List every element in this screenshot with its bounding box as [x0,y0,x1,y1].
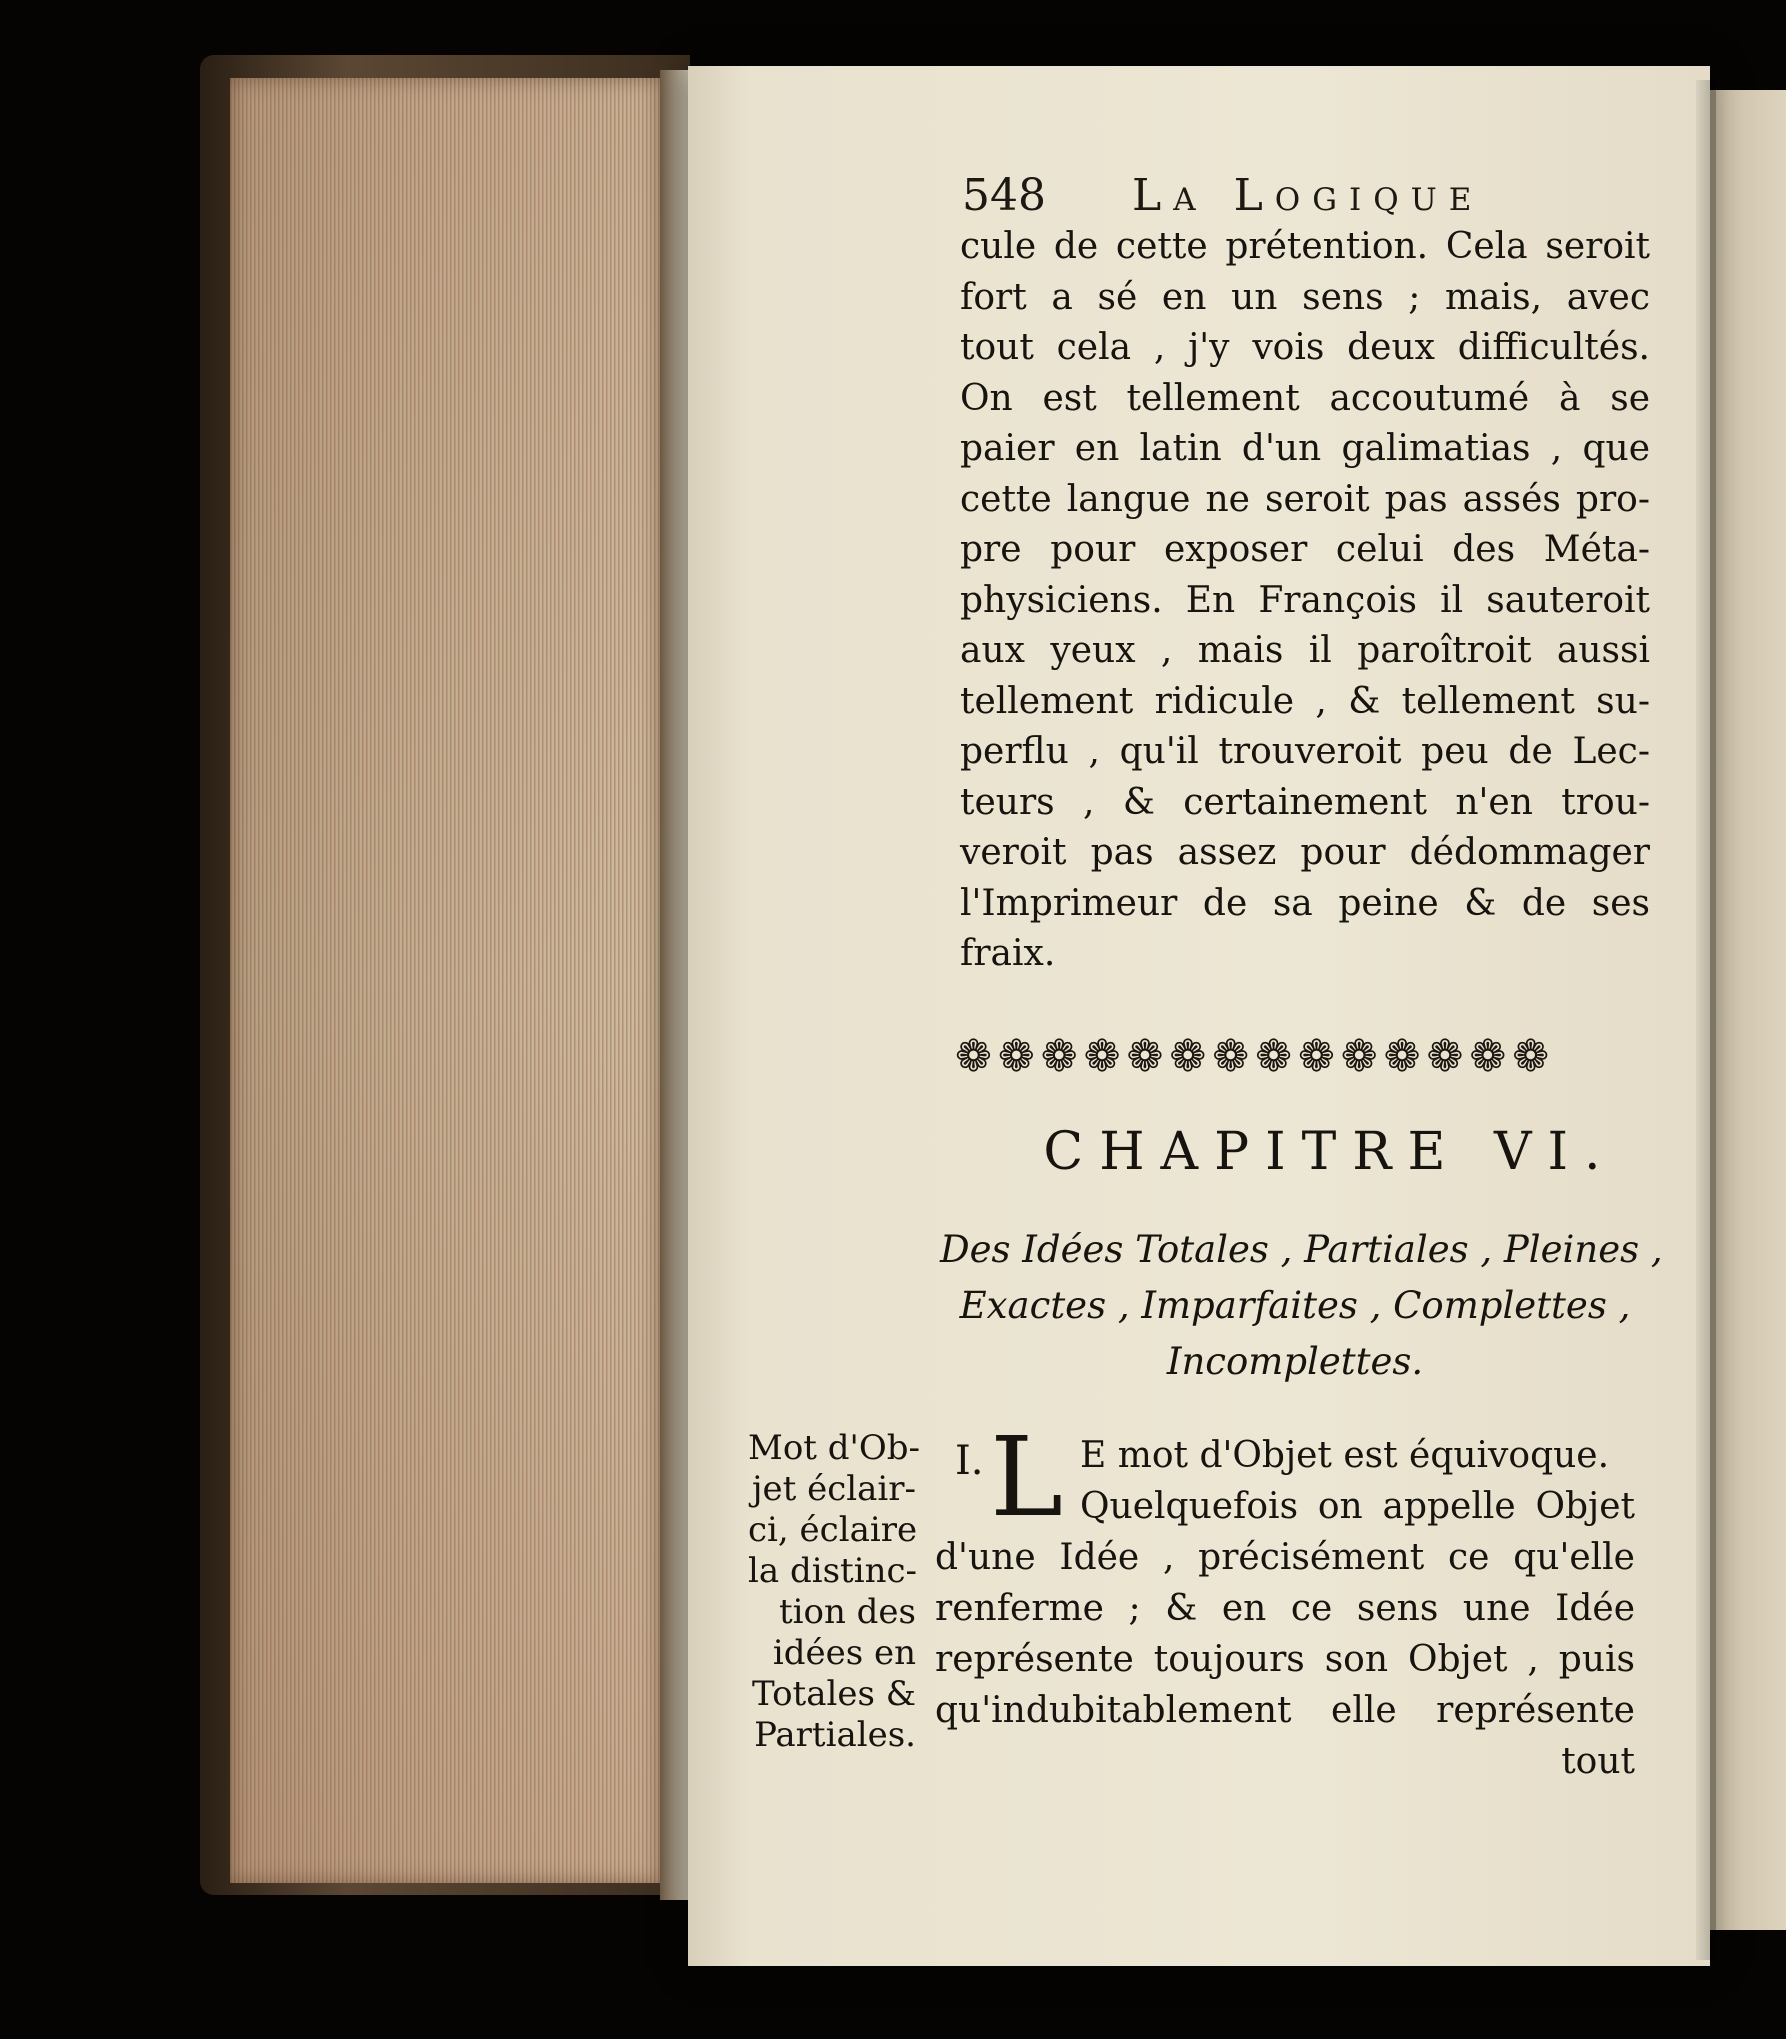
text-line: E mot d'Objet est équivoque. [1080,1435,1610,1476]
text-line: d'une Idée , précisément ce qu'elle [935,1537,1635,1578]
text-line: renferme ; & en ce sens une Idée [935,1588,1635,1629]
decorative-ornament-band [955,1028,1645,1084]
page-edge-shadow [1696,80,1716,1960]
text-line: Quelquefois on appelle Objet [1080,1486,1635,1527]
paragraph-text [935,1430,1635,1787]
text-line: aux yeux , mais il paroîtroit aussi [960,630,1650,671]
margin-line: idées en [772,1633,916,1673]
drop-cap: L [990,1413,1064,1541]
text-line: paier en latin d'un galimatias , que [960,428,1650,469]
text-line: fort a sé en un sens ; mais, avec [960,276,1650,318]
page-number: 548 [962,170,1046,221]
text-line: cette langue ne seroit pas assés pro- [960,478,1650,520]
subtitle-line: Exactes , Imparfaites , Complettes , [959,1284,1631,1327]
margin-line: ci, éclaire [748,1510,918,1550]
body-text [960,222,1650,980]
running-head [962,170,1652,230]
text-line: tellement ridicule , & tellement su- [960,680,1650,722]
text-line: teurs , & certainement n'en trou- [960,781,1650,823]
chapter-subtitle [940,1222,1663,1390]
text-line: fraix. [960,933,1056,974]
page-block-edge [230,78,660,1883]
ornament-text: ❁❁❁❁❁❁❁❁❁❁❁❁❁❁ [955,1030,1556,1082]
text-line: cule de cette prétention. Cela seroit [960,226,1650,267]
gutter-shadow [660,70,690,1900]
text-line: veroit pas assez pour dédommager [960,832,1650,873]
margin-line: Partiales. [754,1715,916,1755]
running-title: La Logique [1132,170,1484,221]
text-line: pre pour exposer celui des Méta- [960,529,1650,570]
text-line: physiciens. En François il sauteroit [960,579,1650,621]
margin-line: Totales & [752,1674,916,1714]
catchword: tout [1561,1741,1635,1782]
text-line: qu'indubitablement elle représente [935,1690,1635,1731]
margin-line: jet éclair- [751,1469,916,1509]
text-line: On est tellement accoutumé à se [960,377,1650,419]
subtitle-line: Des Idées Totales , Partiales , Pleines , [940,1228,1663,1271]
subtitle-line: Incomplettes. [1166,1340,1424,1383]
margin-line: Mot d'Ob- [748,1428,920,1468]
text-line: tout cela , j'y vois deux difficultés. [960,327,1650,368]
facing-page-edge [1710,90,1786,1930]
margin-line: tion des [778,1592,916,1632]
text-line: représente toujours son Objet , puis [935,1639,1635,1680]
margin-line: la distinc- [748,1551,918,1591]
text-line: l'Imprimeur de sa peine & de ses [960,882,1650,924]
marginal-note [748,1428,920,1756]
chapter-title: CHAPITRE VI. [1043,1122,1617,1182]
text-line: perflu , qu'il trouveroit peu de Lec- [960,731,1650,772]
paragraph-number: I. [955,1438,984,1484]
